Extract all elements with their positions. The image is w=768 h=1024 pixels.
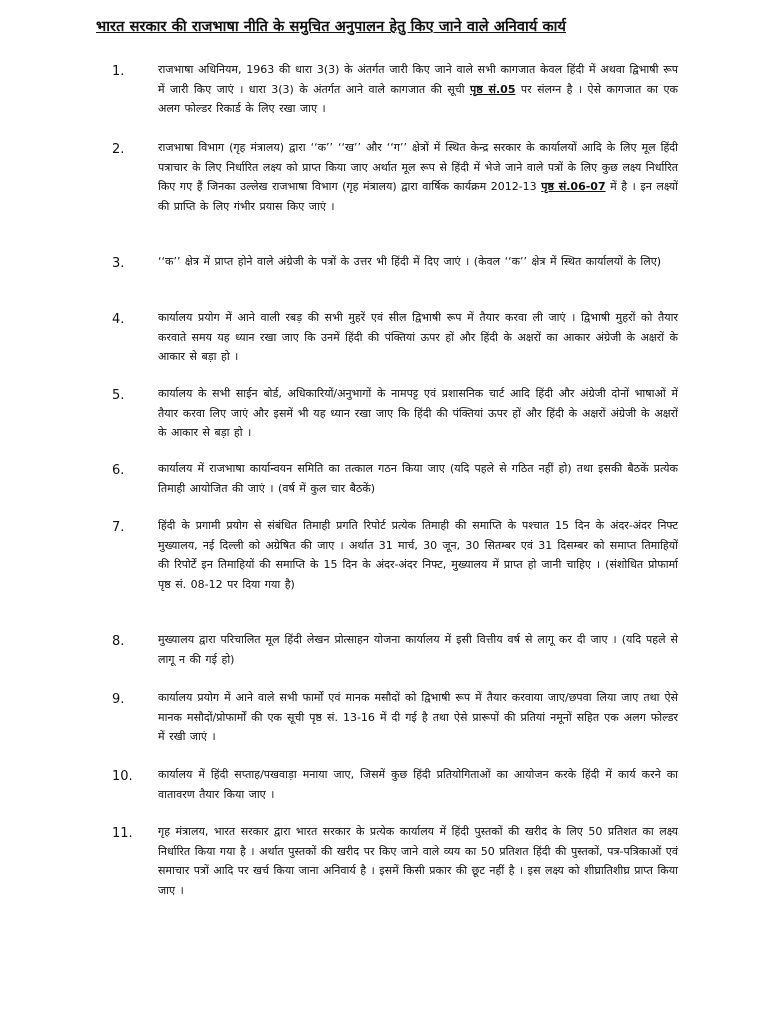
page-reference: पृष्ठ सं.05 <box>470 82 516 96</box>
text-segment: कार्यालय में हिंदी सप्ताह/पखवाड़ा मनाया जाए, जिसमें कुछ हिंदी प्रतियोगिताओं का आयोजन करके हिंदी में कार्य करने का वातावरण तैयार किया जाए । <box>158 768 678 801</box>
item-number: 7. <box>112 520 125 535</box>
item-number: 5. <box>112 388 125 403</box>
item-text <box>158 765 678 804</box>
item-text <box>158 516 678 594</box>
text-segment: राजभाषा अधिनियम, 1963 की धारा 3(3) के अंतर्गत जारी किए जाने वाले सभी कागजात केवल हिंदी में अथवा द्विभाषी रूप में जारी किए जाएं । धारा 3(3) के अंतर्गत आने वाले कागजात की सूची <box>158 63 678 96</box>
text-segment: गृह मंत्रालय, भारत सरकार द्वारा भारत सरकार के प्रत्येक कार्यालय में हिंदी पुस्तकों की खरीद के लिए 50 प्रतिशत का लक्ष्य निर्धारित किया गया है । अर्थात पुस्तकों की खरीद पर किए जाने वाले व्यय का 50 प्रतिशत हिंदी की पुस्तकों, पत्र-पत्रिकाओं एवं समाचार पत्रों आदि पर खर्च किया जाना अनिवार्य है । इसमें किसी प्रकार की छूट नहीं है । इस लक्ष्य को शीघ्रातिशीघ्र प्राप्त किया जाए । <box>158 825 678 897</box>
text-segment: राजभाषा विभाग (गृह मंत्रालय) द्वारा ‘‘क’’ ‘‘ख’’ और ‘‘ग’’ क्षेत्रों में स्थित केन्द्र सरकार के कार्यालयों आदि के लिए मूल हिंदी पत्राचार के लिए निर्धारित लक्ष्य को प्राप्त किया जाए अर्थात मूल रूप से हिंदी में भेजे जाने वाले पत्रों के लिए कुछ लक्ष्य निर्धारित किए गए हैं जिनका उल्लेख राजभाषा विभाग (गृह मंत्रालय) द्वारा वार्षिक कार्यक्रम 2012-13 <box>158 141 678 193</box>
text-segment: हिंदी के प्रगामी प्रयोग से संबंधित तिमाही प्रगति रिपोर्ट प्रत्येक तिमाही की समाप्ति के पश्चात 15 दिन के अंदर-अंदर निफ्ट मुख्यालय, नई दिल्ली को अग्रेषित की जाए । अर्थात 31 मार्च, 30 जून, 30 सितम्बर एवं 31 दिसम्बर को समाप्त तिमाहियों की रिपोर्टें इन तिमाहियों की समाप्ति के 15 दिन के अंदर-अंदर निफ्ट, मुख्यालय में प्राप्त हो जानी चाहिए । (संशोधित प्रोफार्मा पृष्ठ सं. 08-12 पर दिया गया है) <box>158 519 678 591</box>
item-number: 1. <box>112 64 125 79</box>
item-text <box>158 630 678 669</box>
item-text <box>158 822 678 900</box>
page-reference: पृष्ठ सं.06-07 <box>541 180 606 193</box>
text-segment: में है । इन लक्ष्यों की प्राप्ति के लिए गंभीर प्रयास किए जाएं । <box>158 180 678 213</box>
item-text <box>158 688 678 747</box>
item-number: 11. <box>112 826 133 841</box>
item-text <box>158 252 678 272</box>
page-title: भारत सरकार की राजभाषा नीति के समुचित अनुपालन हेतु किए जाने वाले अनिवार्य कार्य <box>96 19 566 35</box>
text-segment: कार्यालय में राजभाषा कार्यान्वयन समिति का तत्काल गठन किया जाए (यदि पहले से गठित नहीं हो) तथा इसकी बैठकें प्रत्येक तिमाही आयोजित की जाएं । (वर्ष में कुल चार बैठकें) <box>158 462 678 495</box>
item-text <box>158 138 678 216</box>
item-number: 3. <box>112 256 125 271</box>
text-segment: मुख्यालय द्वारा परिचालित मूल हिंदी लेखन प्रोत्साहन योजना कार्यालय में इसी वित्तीय वर्ष से लागू कर दी जाए । (यदि पहले से लागू न की गई हो) <box>158 633 678 666</box>
item-number: 4. <box>112 312 125 327</box>
item-number: 2. <box>112 142 125 157</box>
text-segment: ‘‘क’’ क्षेत्र में प्राप्त होने वाले अंग्रेजी के पत्रों के उत्तर भी हिंदी में दिए जाएं । (केवल ‘‘क’’ क्षेत्र में स्थित कार्यालयों के लिए) <box>158 255 662 268</box>
text-segment: कार्यालय प्रयोग में आने वाले सभी फार्मों एवं मानक मसौदों को द्विभाषी रूप में तैयार करवाया जाए/छपवा लिया जाए तथा ऐसे मानक मसौदों/प्रोफार्मों की एक सूची पृष्ठ सं. 13-16 में दी गई है तथा ऐसे प्रारूपों की प्रतियां नमूनों सहित एक अलग फोल्डर में रखी जाएं । <box>158 691 678 743</box>
item-number: 9. <box>112 692 125 707</box>
item-number: 6. <box>112 463 125 478</box>
item-text <box>158 384 678 443</box>
text-segment: पर संलग्न है । ऐसे कागजात का एक अलग फोल्डर रिकार्ड के लिए रखा जाए । <box>158 82 679 115</box>
text-segment: कार्यालय के सभी साईन बोर्ड, अधिकारियों/अनुभागों के नामपट्ट एवं प्रशासनिक चार्ट आदि हिंदी और अंग्रेजी दोनों भाषाओं में तैयार करवा लिए जाएं और इसमें भी यह ध्यान रखा जाए कि हिंदी की पंक्तियां ऊपर हों और हिंदी के अक्षरों अंग्रेजी के अक्षरों के आकार से बड़ा हो । <box>158 387 678 439</box>
item-number: 8. <box>112 634 125 649</box>
text-segment: कार्यालय प्रयोग में आने वाली रबड़ की सभी मुहरें एवं सील द्विभाषी रूप में तैयार करवा ली जाएं । द्विभाषी मुहरों को तैयार करवाते समय यह ध्यान रखा जाए कि उनमें हिंदी की पंक्तियां ऊपर हों और हिंदी के अक्षरों का आकार अंग्रेजी के अक्षरों के आकार से बड़ा हो । <box>158 311 678 363</box>
item-number: 10. <box>112 769 133 784</box>
item-text <box>158 60 678 119</box>
item-text <box>158 459 678 498</box>
item-text <box>158 308 678 367</box>
